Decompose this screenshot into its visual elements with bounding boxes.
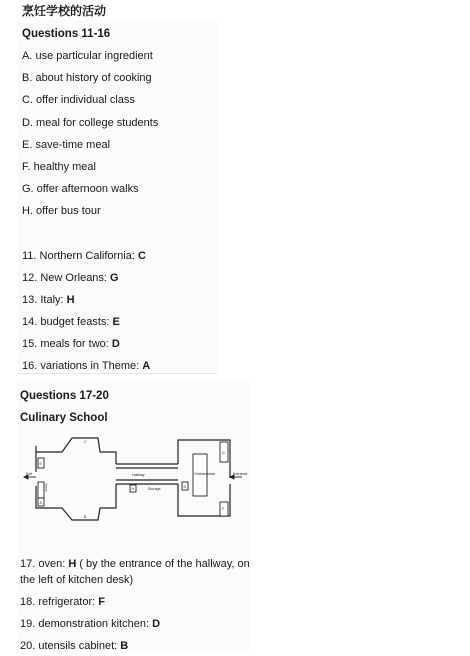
answer-note: ( by the entrance of the hallway, on <box>76 558 250 570</box>
answer-16 <box>22 360 150 372</box>
label-vending: vending <box>45 483 48 492</box>
label-g: G <box>183 485 187 489</box>
answer-letter: A <box>142 360 151 372</box>
answer-letter: B <box>120 640 129 652</box>
option-h: H. offer bus tour <box>22 205 101 217</box>
section1-heading: Questions 11-16 <box>22 28 111 40</box>
question-text: 16. variations in Theme: <box>22 360 140 372</box>
question-text: 13. Italy: <box>22 294 64 306</box>
label-e: E <box>39 462 42 466</box>
label-c: C <box>84 440 87 444</box>
answer-14 <box>22 316 120 328</box>
answer-17-note-cont: the left of kitchen desk) <box>20 574 134 586</box>
answer-letter: D <box>152 618 161 630</box>
answer-letter: H <box>68 558 77 570</box>
option-e: E. save-time meal <box>22 139 111 151</box>
box-vending <box>38 482 44 498</box>
question-text: 12. New Orleans: <box>22 272 107 284</box>
answer-letter: H <box>66 294 75 306</box>
answer-15 <box>22 338 120 350</box>
answer-11 <box>22 250 146 262</box>
question-text: 17. oven: <box>20 558 66 570</box>
answer-13 <box>22 294 75 306</box>
option-b: B. about history of cooking <box>22 72 152 84</box>
answer-17 <box>20 558 250 570</box>
section2-subheading: Culinary School <box>20 412 108 424</box>
question-text: 14. budget feasts: <box>22 316 110 328</box>
question-text: 18. refrigerator: <box>20 596 96 608</box>
label-kitchen-desk: Kitchen desk <box>194 472 216 476</box>
option-a: A. use particular ingredient <box>22 50 153 62</box>
answer-letter: F <box>98 596 105 608</box>
label-exit: Exit <box>26 472 32 476</box>
question-text: 15. meals for two: <box>22 338 109 350</box>
floor-plan-map <box>20 430 250 530</box>
label-hallway: Hallway <box>132 473 145 477</box>
section2-heading: Questions 17-20 <box>20 390 109 402</box>
label-a: A <box>39 501 42 505</box>
label-d: D <box>222 451 225 455</box>
answer-12 <box>22 272 119 284</box>
question-text: 19. demonstration kitchen: <box>20 618 150 630</box>
section-divider <box>18 373 218 374</box>
answer-19 <box>20 618 160 630</box>
answer-letter: E <box>112 316 120 328</box>
answer-18 <box>20 596 105 608</box>
label-entrance: Entrance <box>233 472 248 476</box>
question-text: 11. Northern California: <box>22 250 135 262</box>
option-f: F. healthy meal <box>22 161 96 173</box>
answer-20 <box>20 640 128 652</box>
page-title: 烹饪学校的活动 <box>22 4 107 18</box>
option-d: D. meal for college students <box>22 117 159 129</box>
question-text: 20. utensils cabinet: <box>20 640 118 652</box>
left-room-wall-lower <box>36 484 116 520</box>
option-g: G. offer afternoon walks <box>22 183 139 195</box>
answer-letter: D <box>111 338 120 350</box>
label-h: H <box>131 487 135 491</box>
label-storage: Storage <box>148 487 161 491</box>
answer-letter: G <box>110 272 119 284</box>
option-c: C. offer individual class <box>22 94 135 106</box>
left-room-wall <box>36 438 116 464</box>
answer-letter: C <box>137 250 146 262</box>
label-b: B <box>84 515 87 519</box>
label-f: F <box>222 507 225 511</box>
